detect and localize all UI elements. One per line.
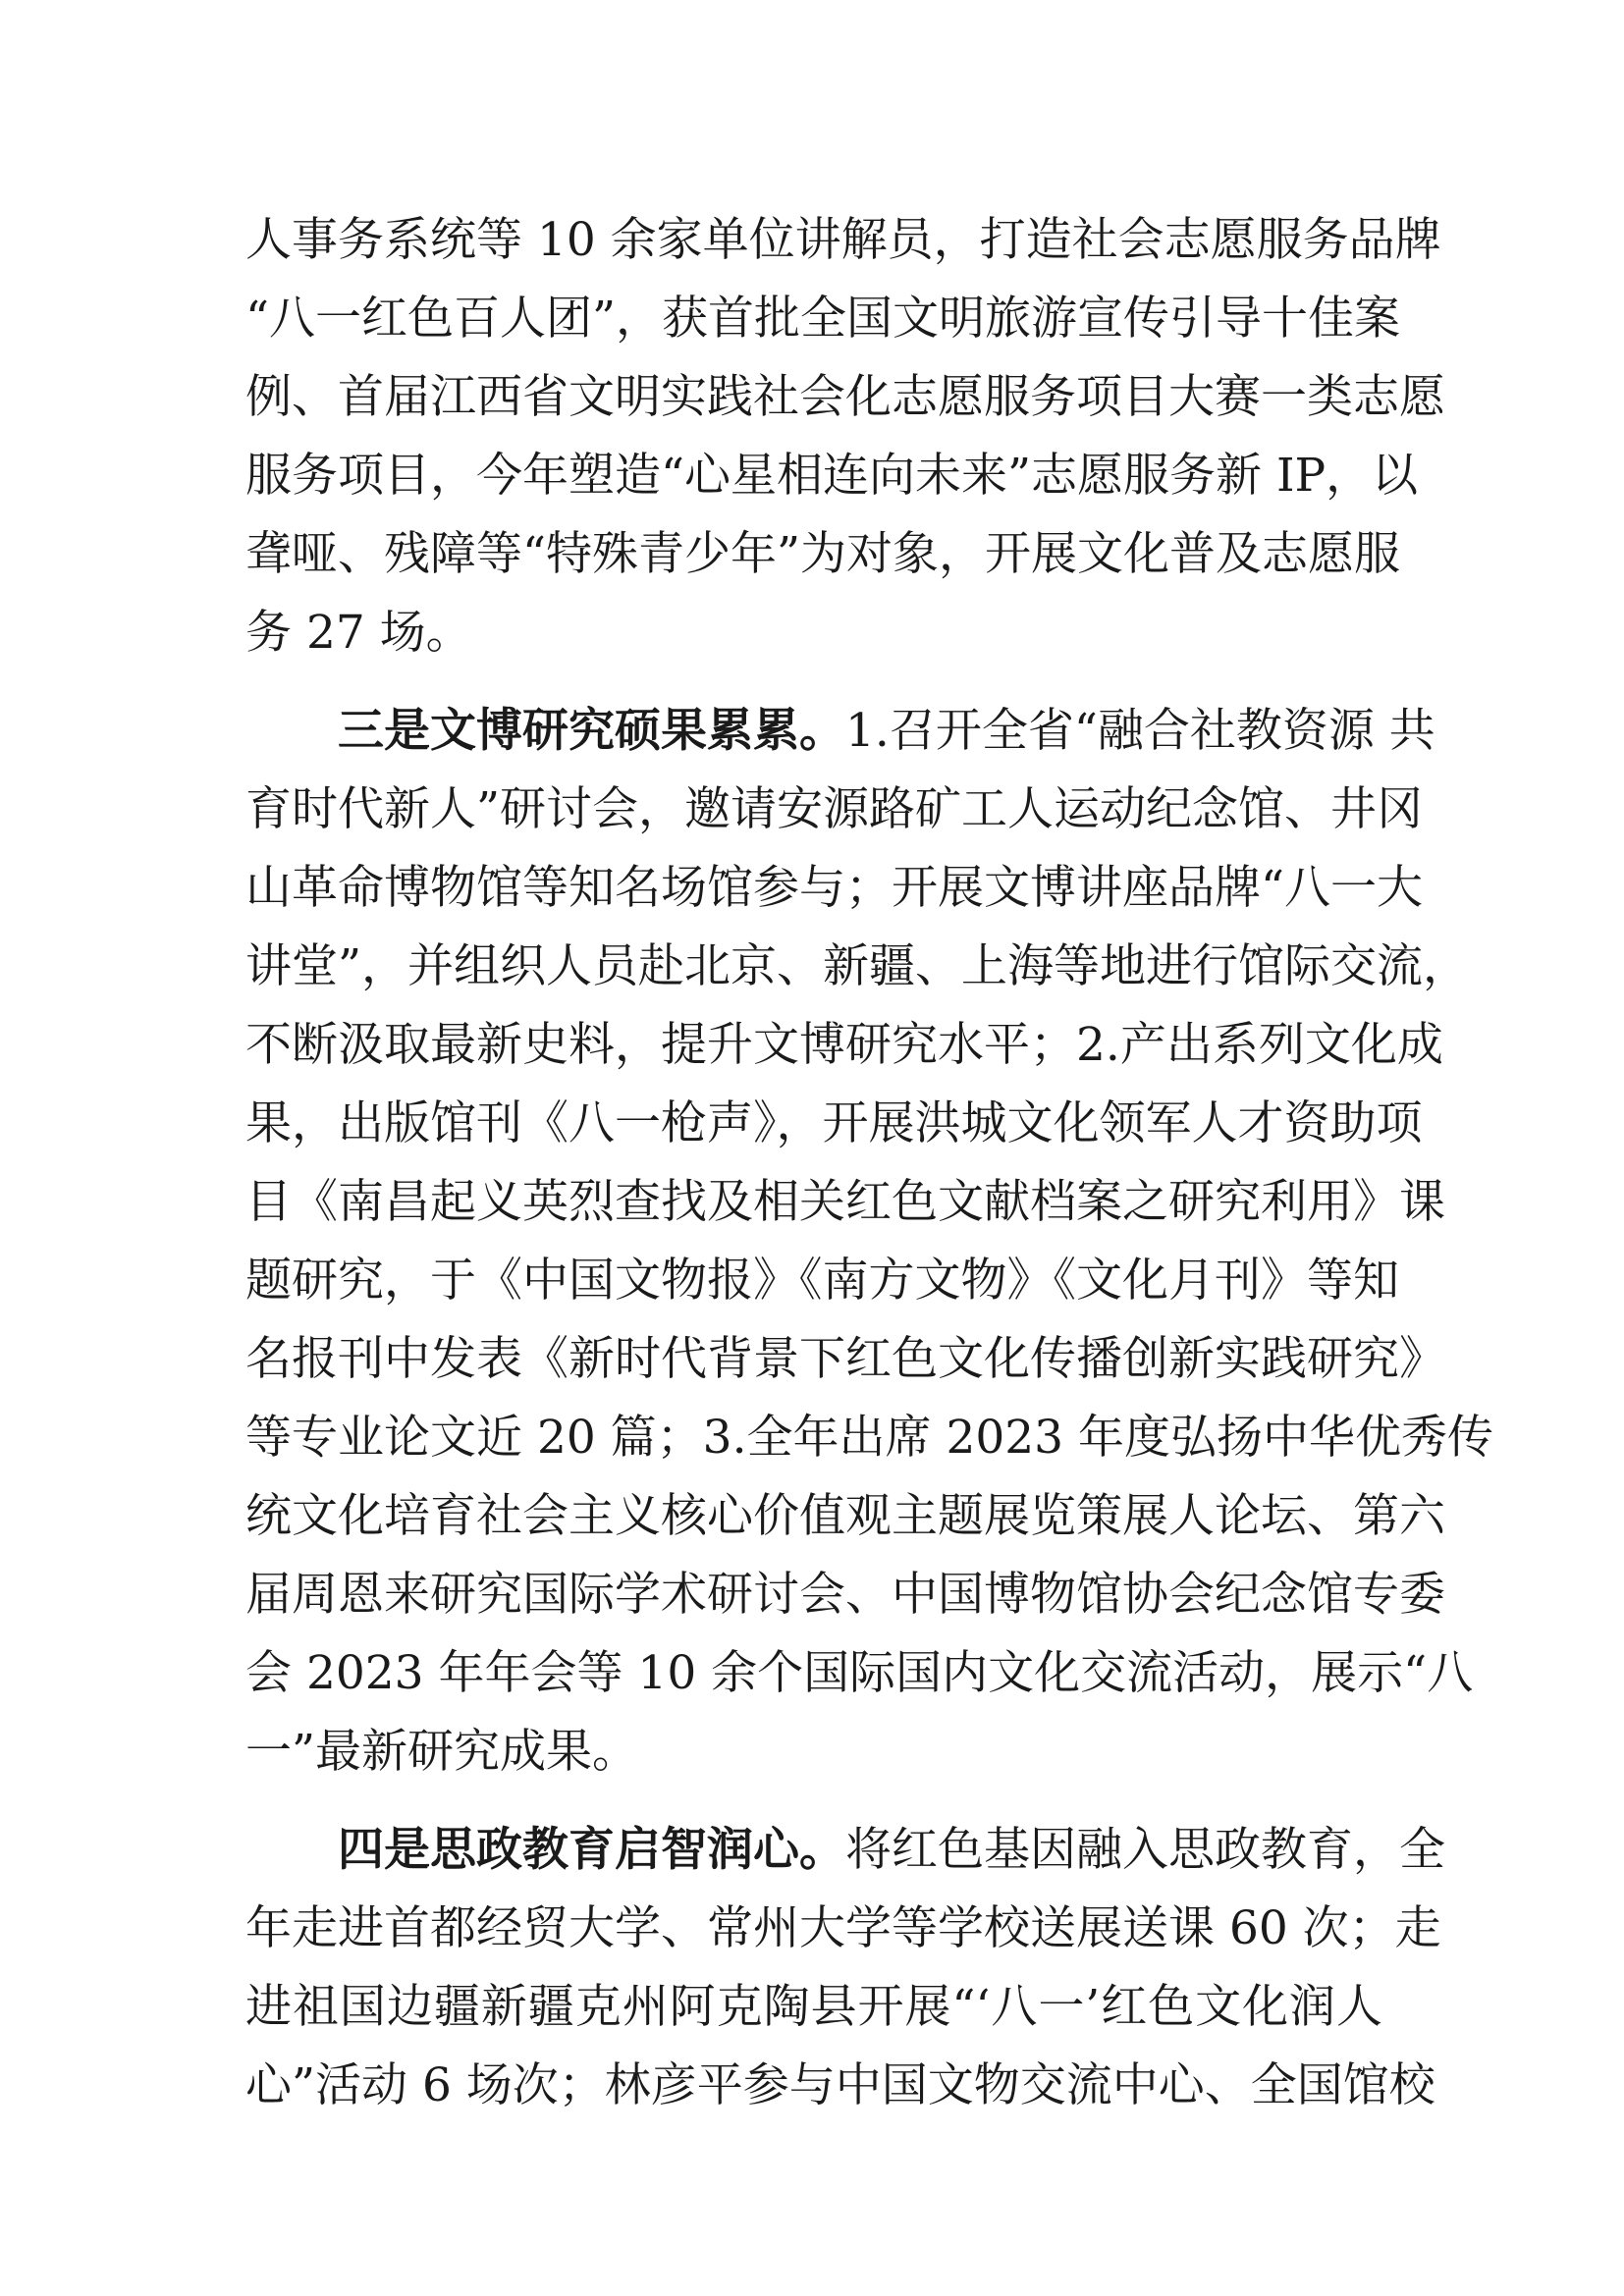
text-line: 进祖国边疆新疆克州阿克陶县开展“‘八一’红色文化润人 [245,1980,1383,2034]
text-line [245,692,1435,771]
body-text [245,201,1494,2125]
text-line: 等专业论文近 20 篇；3.全年出席 2023 年度弘扬中华优秀传 [245,1411,1494,1465]
paragraph-volunteer-service [245,201,1445,672]
text-run: 将红色基因融入思政教育，全 [845,1823,1445,1877]
paragraph-heading: 三是文博研究硕果累累。 [338,704,845,758]
text-line: 年走进首都经贸大学、常州大学等学校送展送课 60 次；走 [245,1901,1441,1955]
text-line: 讲堂”，并组织人员赴北京、新疆、上海等地进行馆际交流， [245,939,1470,993]
text-line [245,1811,1445,1890]
paragraph-heading: 四是思政教育启智润心。 [338,1823,845,1877]
text-line: 名报刊中发表《新时代背景下红色文化传播创新实践研究》 [245,1332,1445,1386]
text-line: 统文化培育社会主义核心价值观主题展览策展人论坛、第六 [245,1489,1445,1543]
text-line: 务 27 场。 [245,606,472,660]
text-line: 目《南昌起义英烈查找及相关红色文献档案之研究利用》课 [245,1175,1445,1229]
text-line: 育时代新人”研讨会，邀请安源路矿工人运动纪念馆、井冈 [245,782,1424,836]
text-line: “八一红色百人团”，获首批全国文明旅游宣传引导十佳案 [245,292,1401,346]
text-line: 例、首届江西省文明实践社会化志愿服务项目大赛一类志愿 [245,370,1445,424]
text-line: 服务项目，今年塑造“心星相连向未来”志愿服务新 IP，以 [245,449,1419,503]
text-line: 会 2023 年年会等 10 余个国际国内文化交流活动，展示“八 [245,1646,1474,1700]
text-line: 题研究，于《中国文物报》《南方文物》《文化月刊》等知 [245,1254,1399,1308]
text-line: 一”最新研究成果。 [245,1725,639,1779]
text-line: 聋哑、残障等“特殊青少年”为对象，开展文化普及志愿服 [245,527,1401,581]
paragraph-ideological-education [245,1811,1445,2125]
text-line: 人事务系统等 10 余家单位讲解员，打造社会志愿服务品牌 [245,213,1441,267]
text-line: 果，出版馆刊《八一枪声》，开展洪城文化领军人才资助项 [245,1096,1423,1150]
text-line: 届周恩来研究国际学术研讨会、中国博物馆协会纪念馆专委 [245,1568,1445,1622]
text-line: 心”活动 6 场次；林彦平参与中国文物交流中心、全国馆校 [245,2058,1435,2112]
text-line: 山革命博物馆等知名场馆参与；开展文博讲座品牌“八一大 [245,861,1424,915]
text-run: 1.召开全省“融合社教资源 共 [845,704,1435,758]
paragraph-research [245,692,1494,1791]
text-line: 不断汲取最新史料，提升文博研究水平；2.产出系列文化成 [245,1018,1443,1072]
